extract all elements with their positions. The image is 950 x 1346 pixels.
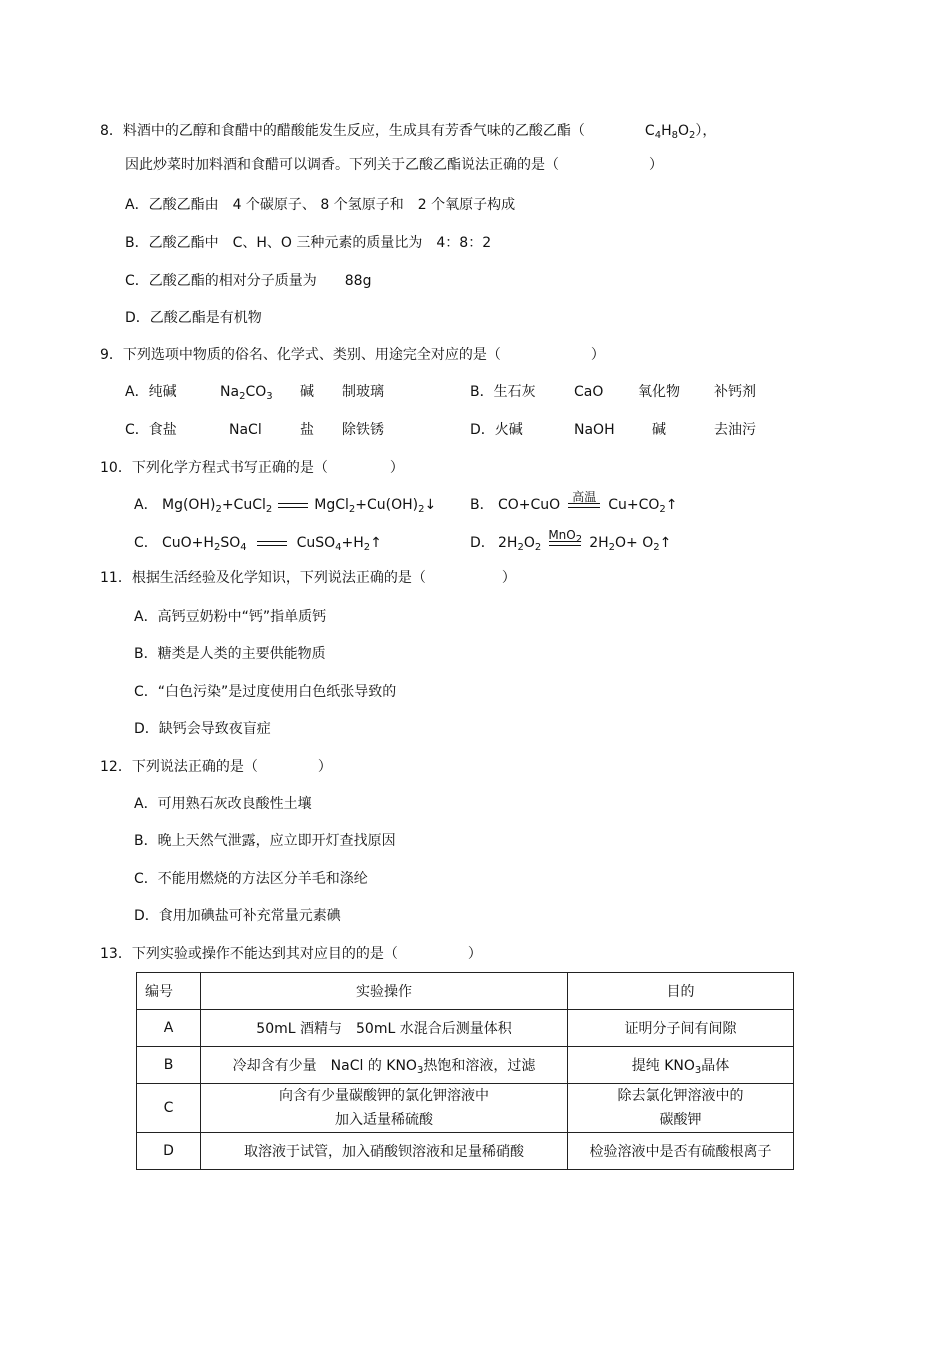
q10-stem: 10．下列化学方程式书写正确的是（ ） (100, 460, 404, 476)
table-row (137, 1133, 794, 1170)
q9-option-a: A．纯碱 $Na_2CO_3$ 碱 制玻璃 (125, 384, 384, 402)
q12-option-d: D．食用加碘盐可补充常量元素碘 (134, 908, 341, 924)
q12-option-a: A．可用熟石灰改良酸性土壤 (134, 796, 312, 812)
reaction-condition-equals: 高温 (568, 503, 600, 508)
q10-option-b: B． CO+CuO 高温 $Cu+CO_2↑$ (470, 489, 678, 515)
table-row (137, 1047, 794, 1084)
row-id: D (137, 1133, 201, 1170)
reaction-condition-equals: MnO$_2$ (548, 527, 583, 545)
q8-option-d: D．乙酸乙酯是有机物 (125, 310, 262, 326)
row-operation: 50mL 酒精与 50mL 水混合后测量体积 (201, 1010, 568, 1047)
row-goal: 证明分子间有间隙 (568, 1010, 794, 1047)
row-id: C (137, 1084, 201, 1133)
q11-option-c: C．“白色污染”是过度使用白色纸张导致的 (134, 684, 397, 700)
row-goal: 提纯 $KNO_3$晶体 (568, 1047, 794, 1084)
header-goal: 目的 (568, 973, 794, 1010)
q8-option-c: C．乙酸乙酯的相对分子质量为 88g (125, 273, 372, 289)
row-id: B (137, 1047, 201, 1084)
q8-stem-line2: 因此炒菜时加料酒和食醋可以调香。下列关于乙酸乙酯说法正确的是（ ） (125, 157, 663, 173)
row-goal: 检验溶液中是否有硫酸根离子 (568, 1133, 794, 1170)
q10-option-d: D． $2H_2O_2$ MnO$_2$ $2H_2O+$ $O_2↑$ (470, 527, 672, 553)
q8-formula: $C_4H_8O_2$ (644, 123, 696, 141)
q12-stem: 12．下列说法正确的是（ ） (100, 759, 332, 775)
q10-option-c: C． $CuO+H_2SO_4$ $CuSO_4+H_2↑$ (134, 535, 382, 553)
q12-option-c: C．不能用燃烧的方法区分羊毛和涤纶 (134, 871, 368, 887)
q9-stem: 9．下列选项中物质的俗名、化学式、类别、用途完全对应的是（ ） (100, 347, 605, 363)
row-operation: 向含有少量碳酸钾的氯化钾溶液中 加入适量稀硫酸 (201, 1084, 568, 1133)
table-row (137, 1010, 794, 1047)
q11-stem: 11．根据生活经验及化学知识，下列说法正确的是（ ） (100, 570, 516, 586)
row-operation: 取溶液于试管，加入硝酸钡溶液和足量稀硝酸 (201, 1133, 568, 1170)
equals-sign (257, 541, 287, 546)
header-operation: 实验操作 (201, 973, 568, 1010)
table-header-row (137, 973, 794, 1010)
q11-option-a: A．高钙豆奶粉中“钙”指单质钙 (134, 609, 327, 625)
q8-stem-text: 8．料酒中的乙醇和食醋中的醋酸能发生反应，生成具有芳香气味的乙酸乙酯（ (100, 123, 585, 139)
q9-option-c: C．食盐 NaCl 盐 除铁锈 (125, 422, 384, 438)
q9-option-d: D．火碱 NaOH 碱 去油污 (470, 422, 756, 438)
row-goal: 除去氯化钾溶液中的 碳酸钾 (568, 1084, 794, 1133)
q11-option-b: B．糖类是人类的主要供能物质 (134, 646, 326, 662)
table-row (137, 1084, 794, 1133)
q13-stem: 13．下列实验或操作不能达到其对应目的的是（ ） (100, 946, 482, 962)
row-operation: 冷却含有少量 NaCl 的 $KNO_3$热饱和溶液，过滤 (201, 1047, 568, 1084)
q10-option-a: A． $Mg(OH)_2+CuCl_2$ $MgCl_2+Cu(OH)_2↓$ (134, 497, 437, 515)
row-id: A (137, 1010, 201, 1047)
q8-option-b: B．乙酸乙酯中 C、H、O 三种元素的质量比为 4：8：2 (125, 235, 492, 251)
q9-option-b: B．生石灰 CaO 氧化物 补钙剂 (470, 384, 756, 400)
q11-option-d: D．缺钙会导致夜盲症 (134, 721, 271, 737)
header-id: 编号 (137, 973, 201, 1010)
equals-sign (278, 503, 308, 508)
q13-table (136, 972, 794, 1170)
q8-option-a: A．乙酸乙酯由 4 个碳原子、 8 个氢原子和 2 个氧原子构成 (125, 197, 516, 213)
q8-stem-line1: 8．料酒中的乙醇和食醋中的醋酸能发生反应，生成具有芳香气味的乙酸乙酯（ $C_4H_8O_2$）， (100, 123, 717, 141)
q12-option-b: B．晚上天然气泄露，应立即开灯查找原因 (134, 833, 396, 849)
